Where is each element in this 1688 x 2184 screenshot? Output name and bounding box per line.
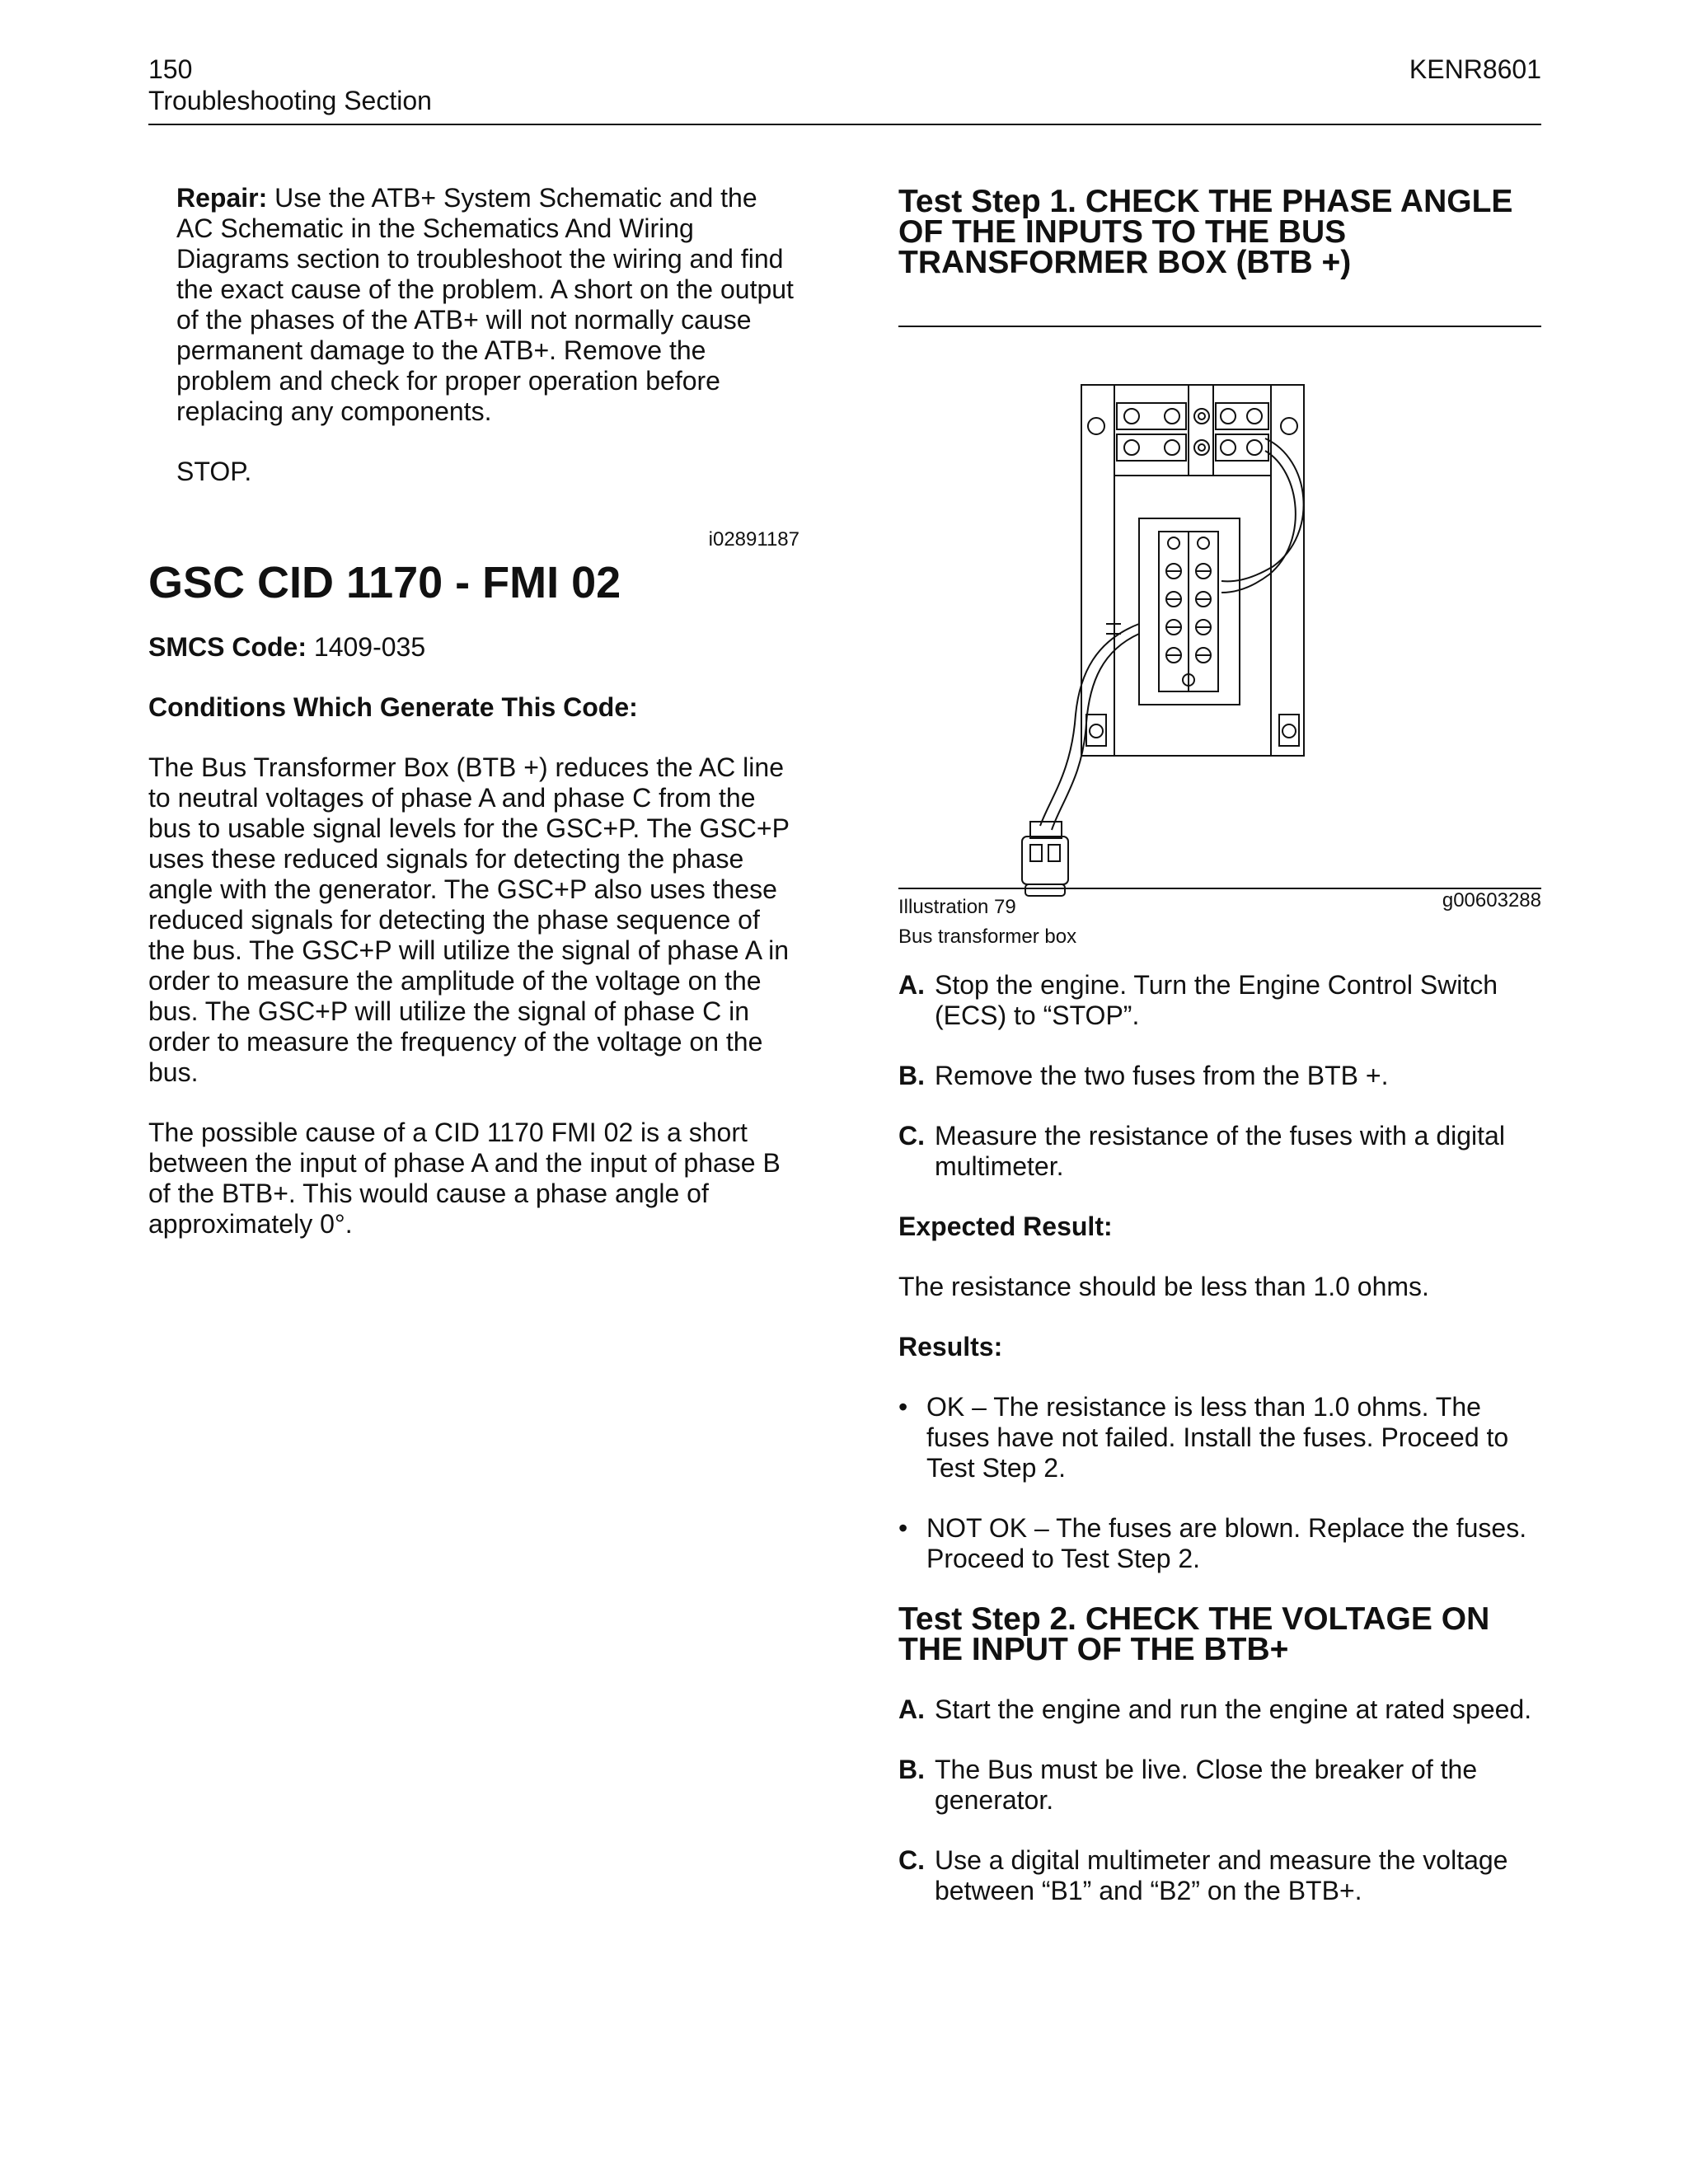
fuse-holder-1 <box>1117 403 1186 429</box>
page-title: GSC CID 1170 - FMI 02 <box>148 558 621 607</box>
mounting-hole-top-left <box>1088 418 1104 434</box>
page-number: 150 <box>148 54 193 84</box>
left-column <box>148 183 799 1240</box>
wire-harness-left <box>1040 624 1139 826</box>
page-header <box>148 53 1541 125</box>
stop-text: STOP. <box>176 457 252 486</box>
step1-list <box>898 970 1541 1182</box>
repair-paragraph <box>148 183 799 427</box>
result-ok: • OK – The resistance is less than 1.0 ohms. The fuses have not failed. Install the fuses. Proceed to Test Step 2. <box>898 1392 1509 1483</box>
reference-id: i02891187 <box>708 528 799 551</box>
expected-result-label: Expected Result: <box>898 1212 1113 1241</box>
illustration-label: Illustration 79 <box>898 896 1016 918</box>
illustration-id: g00603288 <box>1442 889 1541 912</box>
conditions-paragraph-2: The possible cause of a CID 1170 FMI 02 is a short between the input of phase A and the input of phase B of the BTB+. This would cause a phase angle of approximately 0°. <box>148 1118 781 1239</box>
step2-item-c: C. Use a digital multimeter and measure the voltage between “B1” and “B2” on the BTB+. <box>898 1845 1508 1905</box>
results-label: Results: <box>898 1332 1003 1361</box>
smcs-value: 1409-035 <box>307 632 426 662</box>
smcs-label: SMCS Code: <box>148 632 307 662</box>
wire-harness-right <box>1052 634 1139 830</box>
connector-body <box>1022 837 1068 884</box>
fuse-holder-4 <box>1216 434 1268 461</box>
step2-item-a: A. Start the engine and run the engine at rated speed. <box>898 1694 1532 1724</box>
bus-transformer-box-illustration <box>898 327 1541 904</box>
expected-result-text: The resistance should be less than 1.0 ohms. <box>898 1272 1429 1301</box>
step2-list <box>898 1694 1541 1906</box>
step1-item-a: A. Stop the engine. Turn the Engine Control Switch (ECS) to “STOP”. <box>898 970 1498 1030</box>
mounting-hole-bottom-right <box>1282 724 1296 738</box>
wire-2 <box>1221 451 1296 593</box>
fuse-holder-3 <box>1216 403 1268 429</box>
document-id: KENR8601 <box>1409 54 1541 84</box>
step1-heading: Test Step 1. CHECK THE PHASE ANGLE OF THE INPUTS TO THE BUS TRANSFORMER BOX (BTB +) <box>898 184 1513 280</box>
result-not-ok: • NOT OK – The fuses are blown. Replace the fuses. Proceed to Test Step 2. <box>898 1513 1527 1573</box>
repair-text: Use the ATB+ System Schematic and the AC Schematic in the Schematics And Wiring Diagrams section to troubleshoot the wiring and find the exact cause of the problem. A short on the output of the phases of the ATB+ will not normally cause permanent damage to the ATB+. Remove the problem and check for proper operation before replacing any components. <box>176 183 794 426</box>
mounting-hole-top-right <box>1281 418 1297 434</box>
step1-item-c: C. Measure the resistance of the fuses with a digital multimeter. <box>898 1121 1505 1181</box>
section-name: Troubleshooting Section <box>148 86 432 115</box>
smcs-code <box>148 632 799 663</box>
results-list <box>898 1392 1541 1574</box>
conditions-paragraph-1: The Bus Transformer Box (BTB +) reduces the AC line to neutral voltages of phase A and phase C from the bus to usable signal levels for the GSC+P. The GSC+P uses these reduced signals for detecting the phase angle with the generator. The GSC+P also uses these reduced signals for detecting the phase sequence of the bus. The GSC+P will utilize the signal of phase A in order to measure the amplitude of the voltage on the bus. The GSC+P will utilize the signal of phase C in order to measure the frequency of the voltage on the bus. <box>148 752 790 1087</box>
step2-item-b: B. The Bus must be live. Close the breaker of the generator. <box>898 1755 1478 1815</box>
illustration-caption: Bus transformer box <box>898 926 1077 948</box>
mounting-hole-bottom-left <box>1090 724 1103 738</box>
transformer-box-drawing <box>898 327 1541 904</box>
step2-heading: Test Step 2. CHECK THE VOLTAGE ON THE INPUT OF THE BTB+ <box>898 1601 1490 1667</box>
conditions-heading: Conditions Which Generate This Code: <box>148 692 638 722</box>
repair-label: Repair: <box>176 183 268 213</box>
box-inner-frame <box>1114 385 1271 756</box>
right-column <box>898 183 1541 1906</box>
step1-item-b: B. Remove the two fuses from the BTB +. <box>898 1061 1389 1090</box>
fuse-holder-2 <box>1117 434 1186 461</box>
illustration-caption-row <box>898 889 1541 921</box>
